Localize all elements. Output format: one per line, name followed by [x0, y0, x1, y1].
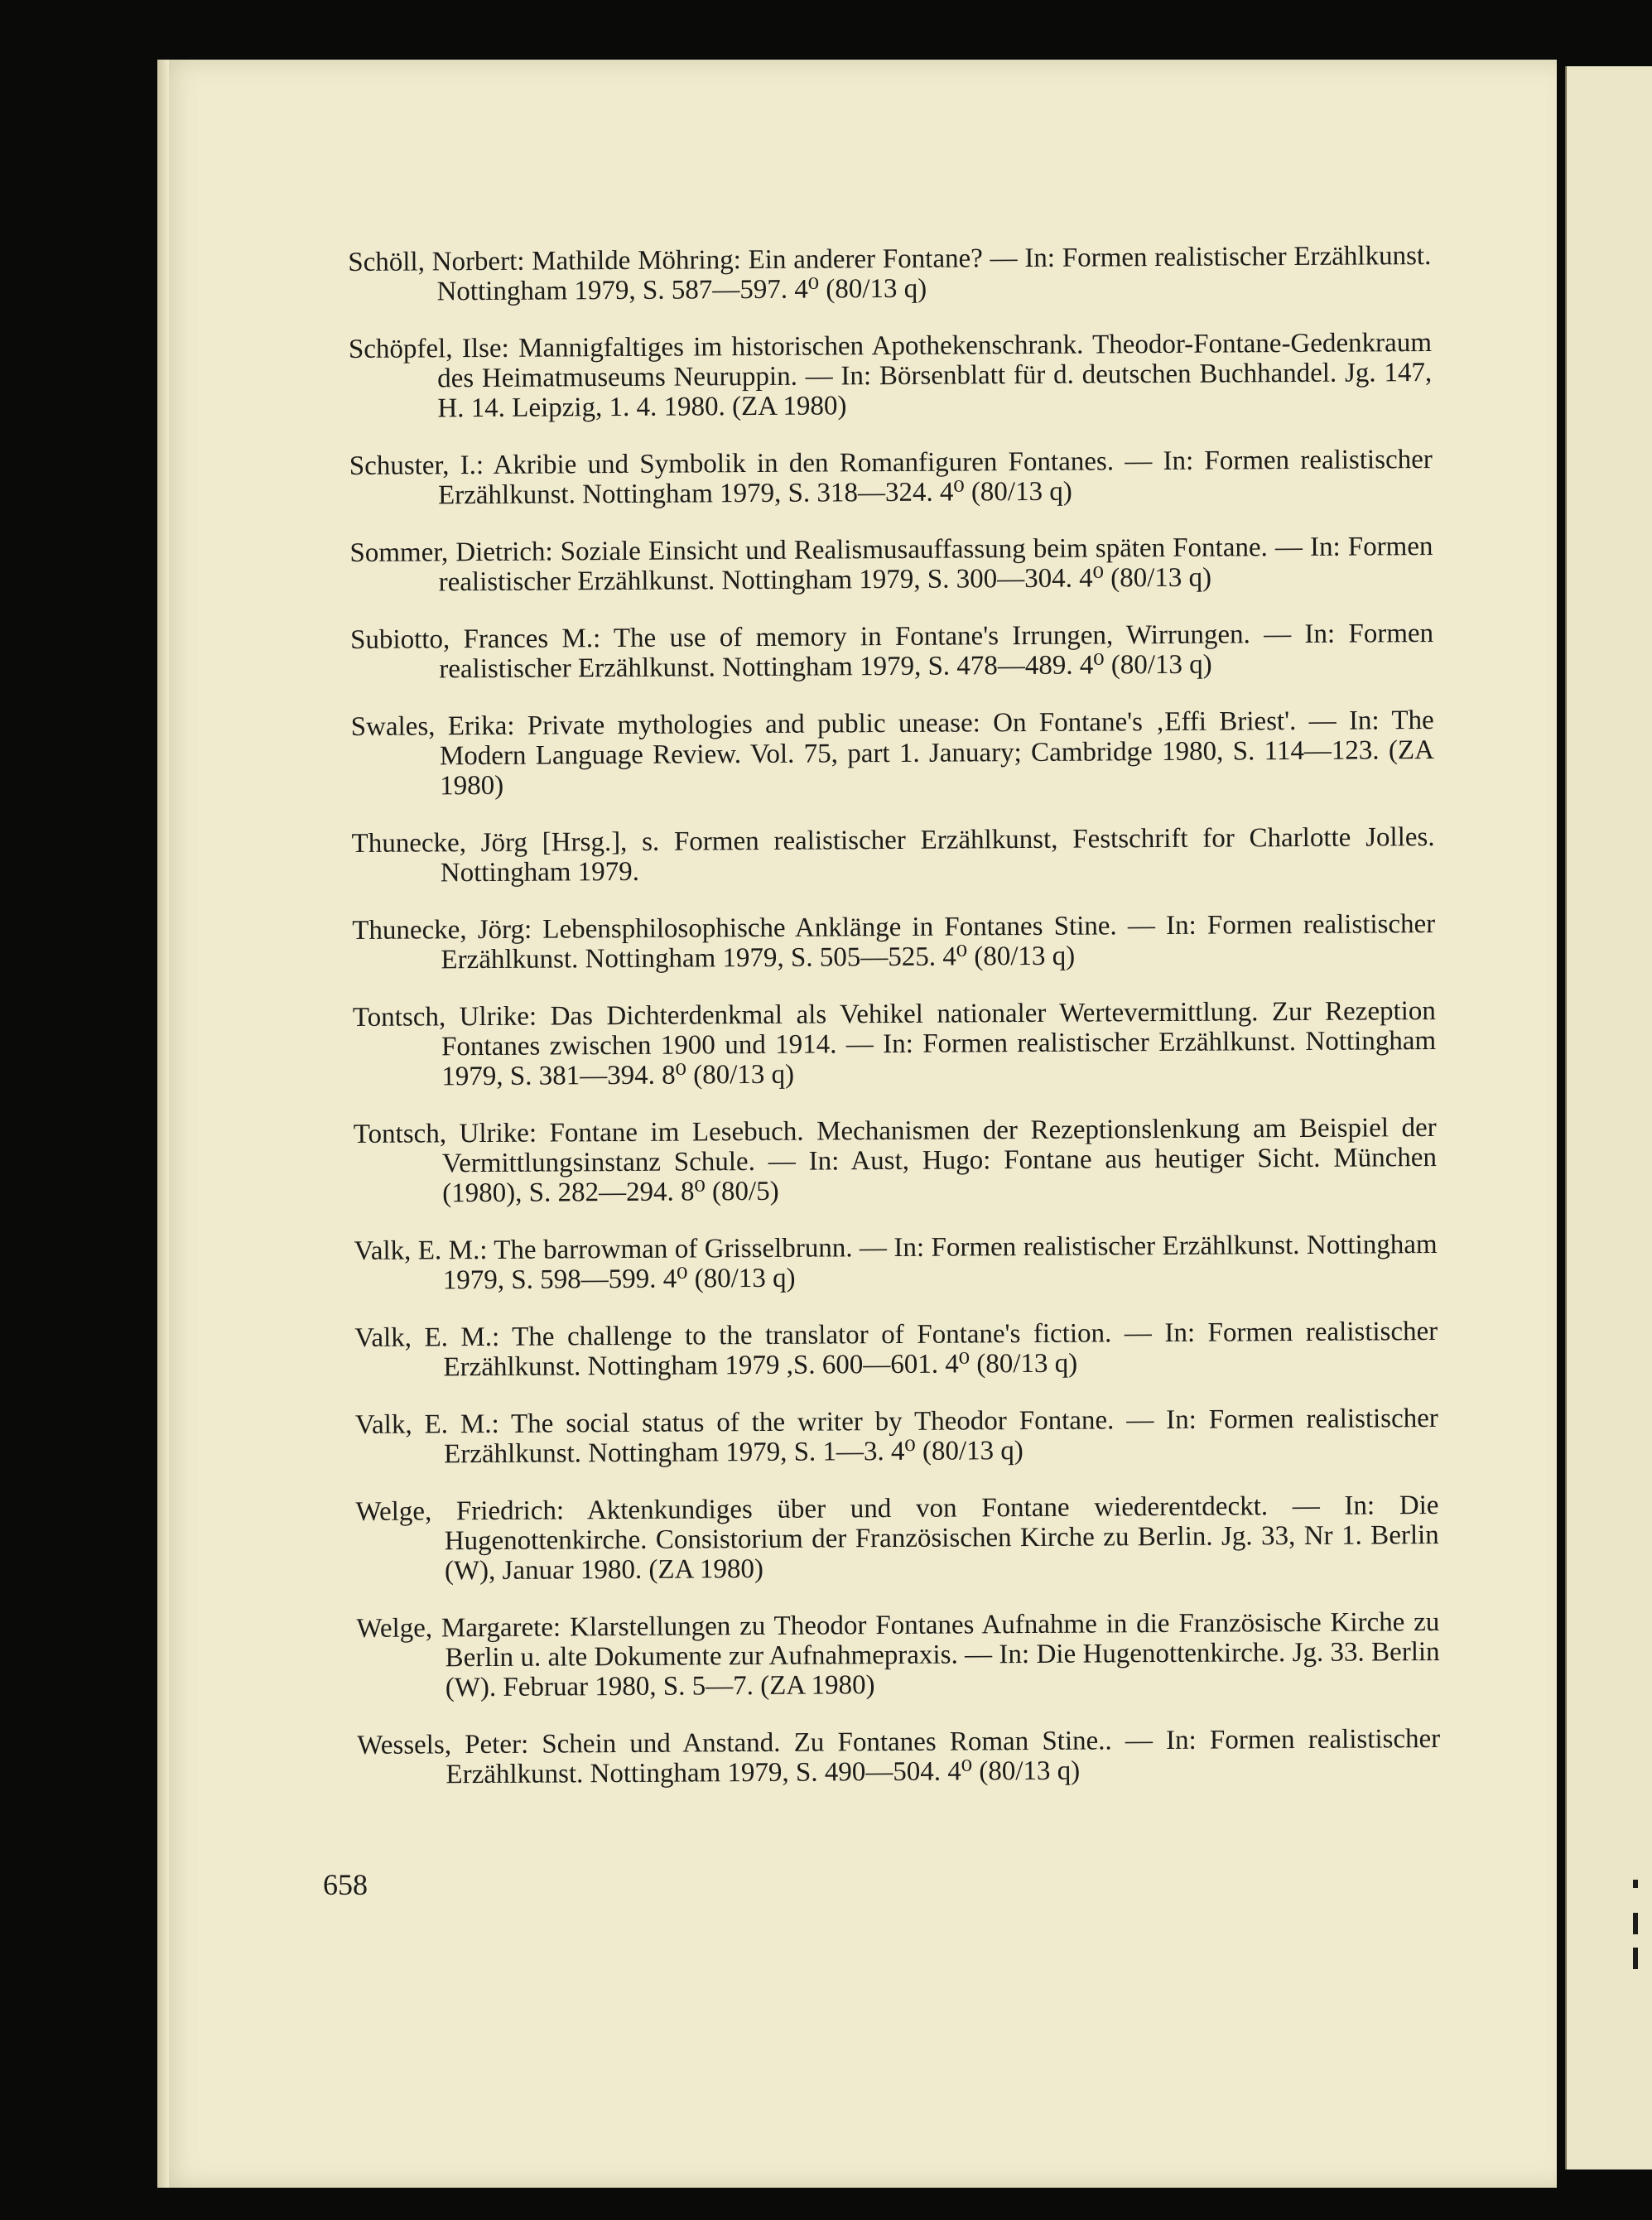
bibliography-entry: Wessels, Peter: Schein und Anstand. Zu Fontanes Roman Stine.. — In: Formen realistischer Erzählkunst. Nottingham 1979, S. 490—504. 4⁰ (80/13 q)	[357, 1723, 1441, 1790]
page-number: 658	[323, 1868, 368, 1901]
edge-mark	[1633, 1913, 1638, 1934]
bibliography-entry: Subiotto, Frances M.: The use of memory in Fontane's Irrungen, Wirrungen. — In: Formen realistischer Erzählkunst. Nottingham 1979, S. 478—489. 4⁰ (80/13 q)	[349, 618, 1434, 685]
bibliography-entry: Schöll, Norbert: Mathilde Möhring: Ein anderer Fontane? — In: Formen realistischer Erzählkunst. Nottingham 1979, S. 587—597. 4⁰ (80/13 q)	[348, 241, 1432, 307]
edge-mark	[1633, 1880, 1638, 1888]
bibliography-entry: Schöpfel, Ilse: Mannigfaltiges im historischen Apothekenschrank. Theodor-Fontane-Gedenkraum des Heimatmuseums Neuruppin. — In: Börsenblatt für d. deutschen Buchhandel. Jg. 147, H. 14. Leipzig, 1. 4. 1980. (ZA 1980)	[348, 328, 1433, 424]
bibliography-entry: Tontsch, Ulrike: Das Dichterdenkmal als Vehikel nationaler Wertevermittlung. Zur Rezeption Fontanes zwischen 1900 und 1914. — In: Formen realistischer Erzählkunst. Nottingham 1979, S. 381—394. 8⁰ (80/13 q)	[352, 995, 1437, 1092]
bibliography-entry: Thunecke, Jörg [Hrsg.], s. Formen realistischer Erzählkunst, Festschrift for Charlotte Jolles. Nottingham 1979.	[351, 821, 1435, 888]
bibliography-entry: Schuster, I.: Akribie und Symbolik in den Romanfiguren Fontanes. — In: Formen realistischer Erzählkunst. Nottingham 1979, S. 318—324. 4⁰ (80/13 q)	[349, 444, 1433, 511]
bibliography-entry: Tontsch, Ulrike: Fontane im Lesebuch. Mechanismen der Rezeptionslenkung am Beispiel der Vermittlungsinstanz Schule. — In: Aust, Hugo: Fontane aus heutiger Sicht. München (1980), S. 282—294. 8⁰ (80/5)	[353, 1112, 1438, 1209]
bibliography-entry: Swales, Erika: Private mythologies and public unease: On Fontane's ‚Effi Briest'. — In: The Modern Language Review. Vol. 75, part 1. January; Cambridge 1980, S. 114—123. (ZA 1980)	[350, 705, 1435, 802]
bibliography-entry: Sommer, Dietrich: Soziale Einsicht und Realismusauffassung beim späten Fontane. — In: Formen realistischer Erzählkunst. Nottingham 1979, S. 300—304. 4⁰ (80/13 q)	[349, 531, 1433, 598]
bibliography-entry: Welge, Friedrich: Aktenkundiges über und von Fontane wiederentdeckt. — In: Die Hugenottenkirche. Consistorium der Französischen Kirche zu Berlin. Jg. 33, Nr 1. Berlin (W), Januar 1980. (ZA 1980)	[355, 1490, 1439, 1587]
bibliography-entry: Thunecke, Jörg: Lebensphilosophische Anklänge in Fontanes Stine. — In: Formen realistischer Erzählkunst. Nottingham 1979, S. 505—525. 4⁰ (80/13 q)	[352, 908, 1436, 975]
bibliography-list	[348, 214, 1441, 1804]
bibliography-entry: Valk, E. M.: The social status of the writer by Theodor Fontane. — In: Formen realistischer Erzählkunst. Nottingham 1979, S. 1—3. 4⁰ (80/13 q)	[354, 1403, 1438, 1470]
edge-mark	[1633, 1948, 1638, 1969]
bibliography-entry: Valk, E. M.: The challenge to the translator of Fontane's fiction. — In: Formen realistischer Erzählkunst. Nottingham 1979 ,S. 600—601. 4⁰ (80/13 q)	[354, 1316, 1438, 1383]
bibliography-entry: Valk, E. M.: The barrowman of Grisselbrunn. — In: Formen realistischer Erzählkunst. Nottingham 1979, S. 598—599. 4⁰ (80/13 q)	[354, 1229, 1438, 1296]
bibliography-entry: Welge, Margarete: Klarstellungen zu Theodor Fontanes Aufnahme in die Französische Kirche zu Berlin u. alte Dokumente zur Aufnahmepraxis. — In: Die Hugenottenkirche. Jg. 33. Berlin (W). Februar 1980, S. 5—7. (ZA 1980)	[356, 1606, 1440, 1703]
facing-page-edge	[1565, 66, 1652, 2169]
